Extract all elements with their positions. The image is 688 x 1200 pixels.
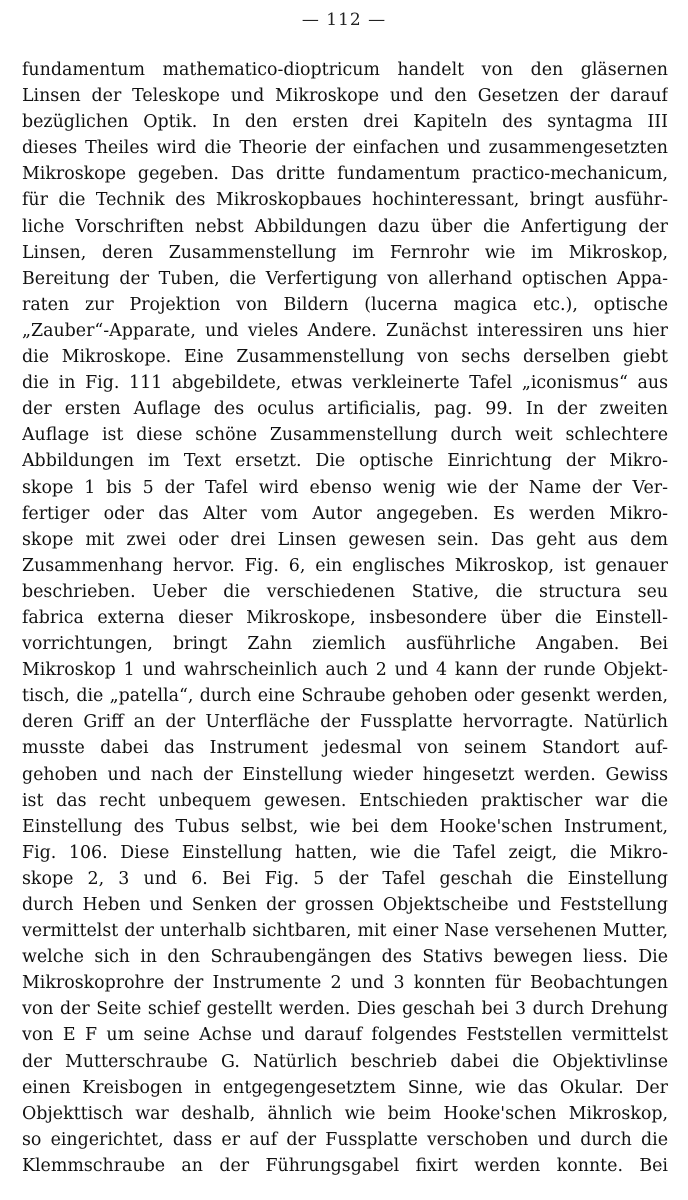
text-line: Mikroskope gegeben. Das dritte fundamentum practico-mechanicum, xyxy=(22,164,668,185)
text-line: für die Technik des Mikroskopbaues hochinteressant, bringt ausführ- xyxy=(22,190,668,211)
text-line: raten zur Projektion von Bildern (lucerna magica etc.), optische xyxy=(22,294,668,315)
text-line: beschrieben. Ueber die verschiedenen Stative, die structura seu xyxy=(22,581,668,602)
text-line: liche Vorschriften nebst Abbildungen dazu über die Anfertigung der xyxy=(22,216,668,237)
text-line: vorrichtungen, bringt Zahn ziemlich ausführliche Angaben. Bei xyxy=(22,634,668,655)
text-line: einen Kreisbogen in entgegengesetztem Sinne, wie das Okular. Der xyxy=(22,1077,668,1098)
text-line: Fig. 106. Diese Einstellung hatten, wie die Tafel zeigt, die Mikro- xyxy=(22,842,668,863)
text-line: von E F um seine Achse und darauf folgendes Feststellen vermittelst xyxy=(22,1025,668,1046)
body-text xyxy=(22,57,668,1179)
text-line: „Zauber“-Apparate, und vieles Andere. Zunächst interessiren uns hier xyxy=(22,320,668,341)
text-line: fertiger oder das Alter vom Autor angegeben. Es werden Mikro- xyxy=(22,503,668,524)
text-line: ist das recht unbequem gewesen. Entschieden praktischer war die xyxy=(22,790,668,811)
text-line: Bereitung der Tuben, die Verfertigung von allerhand optischen Appa- xyxy=(22,268,668,289)
text-line: bezüglichen Optik. In den ersten drei Kapiteln des syntagma III xyxy=(22,112,668,133)
text-line: deren Griff an der Unterfläche der Fussplatte hervorragte. Natürlich xyxy=(22,712,668,733)
text-line: fundamentum mathematico-dioptricum handelt von den gläsernen xyxy=(22,60,668,80)
text-line: skope mit zwei oder drei Linsen gewesen sein. Das geht aus dem xyxy=(22,529,668,550)
text-line: skope 1 bis 5 der Tafel wird ebenso wenig wie der Name der Ver- xyxy=(22,477,668,498)
text-line: Linsen der Teleskope und Mikroskope und den Gesetzen der darauf xyxy=(22,86,668,107)
page-number: — 112 — xyxy=(301,10,387,30)
text-line: vermittelst der unterhalb sichtbaren, mit einer Nase versehenen Mutter, xyxy=(22,921,668,942)
text-line: Klemmschraube an der Führungsgabel fixirt werden konnte. Bei xyxy=(22,1155,668,1176)
text-line: die Mikroskope. Eine Zusammenstellung von sechs derselben giebt xyxy=(22,347,668,368)
text-line: musste dabei das Instrument jedesmal von seinem Standort auf- xyxy=(22,738,668,759)
text-line: der Mutterschraube G. Natürlich beschrieb dabei die Objektivlinse xyxy=(22,1051,668,1072)
text-line: Linsen, deren Zusammenstellung im Fernrohr wie im Mikroskop, xyxy=(22,242,668,263)
text-line: welche sich in den Schraubengängen des Stativs bewegen liess. Die xyxy=(22,947,668,968)
text-line: so eingerichtet, dass er auf der Fussplatte verschoben und durch die xyxy=(22,1129,668,1150)
text-line: Mikroskoprohre der Instrumente 2 und 3 konnten für Beobachtungen xyxy=(22,973,668,994)
text-line: Mikroskop 1 und wahrscheinlich auch 2 und 4 kann der runde Objekt- xyxy=(22,660,668,681)
text-line: gehoben und nach der Einstellung wieder hingesetzt werden. Gewiss xyxy=(22,764,668,785)
text-line: der ersten Auflage des oculus artificialis, pag. 99. In der zweiten xyxy=(22,399,668,420)
text-line: dieses Theiles wird die Theorie der einfachen und zusammengesetzten xyxy=(22,138,668,159)
text-line: Abbildungen im Text ersetzt. Die optische Einrichtung der Mikro- xyxy=(22,451,668,472)
text-line: Objekttisch war deshalb, ähnlich wie beim Hooke'schen Mikroskop, xyxy=(22,1103,668,1124)
text-line: Zusammenhang hervor. Fig. 6, ein englisches Mikroskop, ist genauer xyxy=(22,555,668,576)
text-line: Auflage ist diese schöne Zusammenstellung durch weit schlechtere xyxy=(22,425,668,446)
text-line: die in Fig. 111 abgebildete, etwas verkleinerte Tafel „iconismus“ aus xyxy=(22,373,668,394)
text-line: durch Heben und Senken der grossen Objektscheibe und Feststellung xyxy=(22,895,668,915)
text-line: skope 2, 3 und 6. Bei Fig. 5 der Tafel geschah die Einstellung xyxy=(22,868,668,889)
text-line: Einstellung des Tubus selbst, wie bei dem Hooke'schen Instrument, xyxy=(22,816,668,837)
text-line: von der Seite schief gestellt werden. Dies geschah bei 3 durch Drehung xyxy=(22,999,668,1020)
text-line: fabrica externa dieser Mikroskope, insbesondere über die Einstell- xyxy=(22,607,668,628)
text-line: tisch, die „patella“, durch eine Schraube gehoben oder gesenkt werden, xyxy=(22,686,668,707)
